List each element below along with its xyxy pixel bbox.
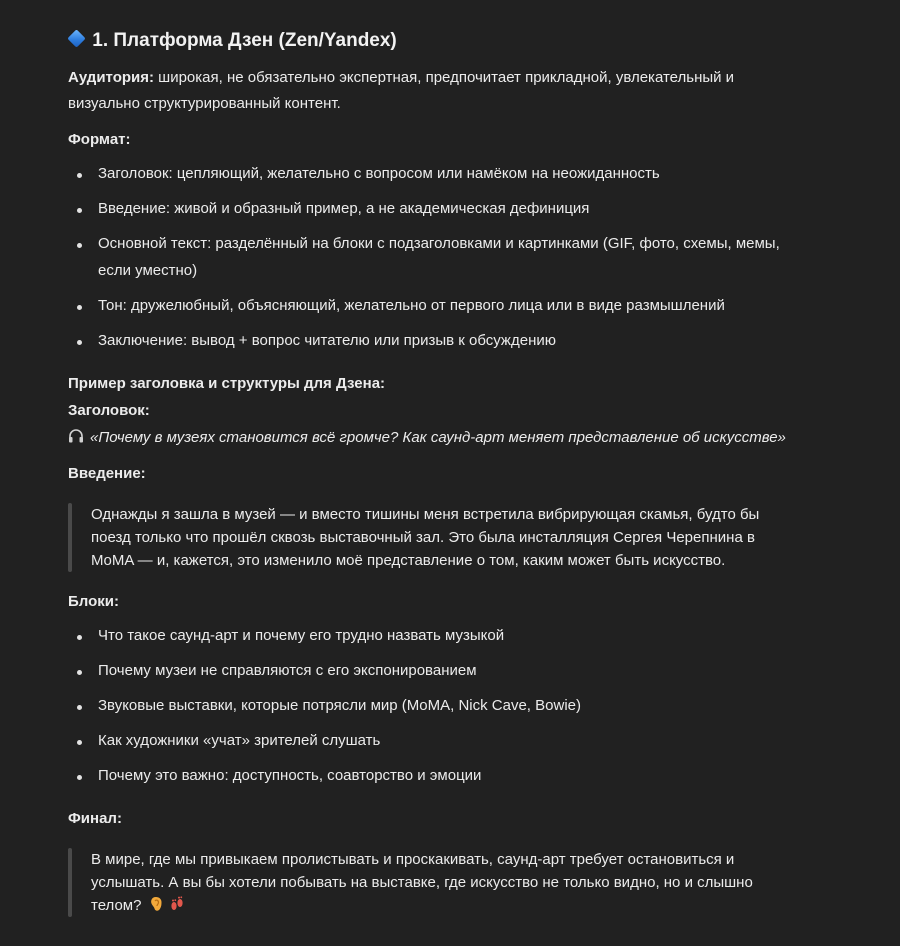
list-item: Заключение: вывод + вопрос читателю или призыв к обсуждению: [98, 328, 556, 354]
list-item: Как художники «учат» зрителей слушать: [98, 728, 380, 754]
intro-quote-line: Однажды я зашла в музей — и вместо тишины меня встретила вибрирующая скамья, будто бы: [91, 506, 760, 523]
final-quote-line-last: [91, 894, 185, 917]
intro-quote-line: поезд только что прошёл сквозь выставочный зал. Это была инсталляция Сергея Черепнина в: [91, 529, 755, 546]
blue-diamond-icon: [67, 30, 85, 48]
example-title: [68, 425, 786, 451]
list-item: Звуковые выставки, которые потрясли мир (MoMA, Nick Cave, Bowie): [98, 693, 581, 719]
blocks-label: Блоки:: [68, 593, 119, 610]
list-item: Заголовок: цепляющий, желательно с вопросом или намёком на неожиданность: [98, 161, 660, 187]
headphones-icon: [68, 429, 84, 443]
audience-paragraph-line2: визуально структурированный контент.: [68, 95, 341, 112]
list-item: Основной текст: разделённый на блоки с подзаголовками и картинками (GIF, фото, схемы, мемы,: [98, 231, 780, 257]
list-item: Введение: живой и образный пример, а не академическая дефиниция: [98, 196, 589, 222]
example-title-text: «Почему в музеях становится всё громче? Как саунд-арт меняет представление об искусстве»: [90, 429, 786, 446]
audience-paragraph-line1: [68, 65, 734, 91]
footprints-icon: [169, 896, 185, 912]
ear-icon: [149, 896, 163, 912]
list-item: Почему это важно: доступность, соавторство и эмоции: [98, 763, 481, 789]
intro-quote-line: MoMA — и, кажется, это изменило моё представление о том, каким может быть искусство.: [91, 552, 726, 569]
list-item: Что такое саунд-арт и почему его трудно назвать музыкой: [98, 623, 504, 649]
section-heading: [70, 30, 397, 52]
title-label: Заголовок:: [68, 402, 150, 419]
blockquote-bar: [68, 503, 72, 572]
list-item-continuation: если уместно): [98, 262, 198, 279]
final-quote-line: В мире, где мы привыкаем пролистывать и проскакивать, саунд-арт требует остановиться и: [91, 851, 735, 868]
example-label: Пример заголовка и структуры для Дзена:: [68, 375, 386, 392]
final-quote-line: услышать. А вы бы хотели побывать на выставке, где искусство не только видно, но и слышно: [91, 874, 753, 891]
blockquote-bar: [68, 848, 72, 917]
audience-label: Аудитория:: [68, 69, 154, 86]
intro-label: Введение:: [68, 465, 146, 482]
audience-text: широкая, не обязательно экспертная, предпочитает прикладной, увлекательный и: [154, 69, 735, 86]
final-quote-text: телом?: [91, 897, 142, 914]
list-item: Тон: дружелюбный, объясняющий, желательно от первого лица или в виде размышлений: [98, 293, 725, 319]
list-item: Почему музеи не справляются с его экспонированием: [98, 658, 477, 684]
final-label: Финал:: [68, 810, 122, 827]
heading-text: 1. Платформа Дзен (Zen/Yandex): [92, 30, 397, 51]
format-label: Формат:: [68, 131, 131, 148]
